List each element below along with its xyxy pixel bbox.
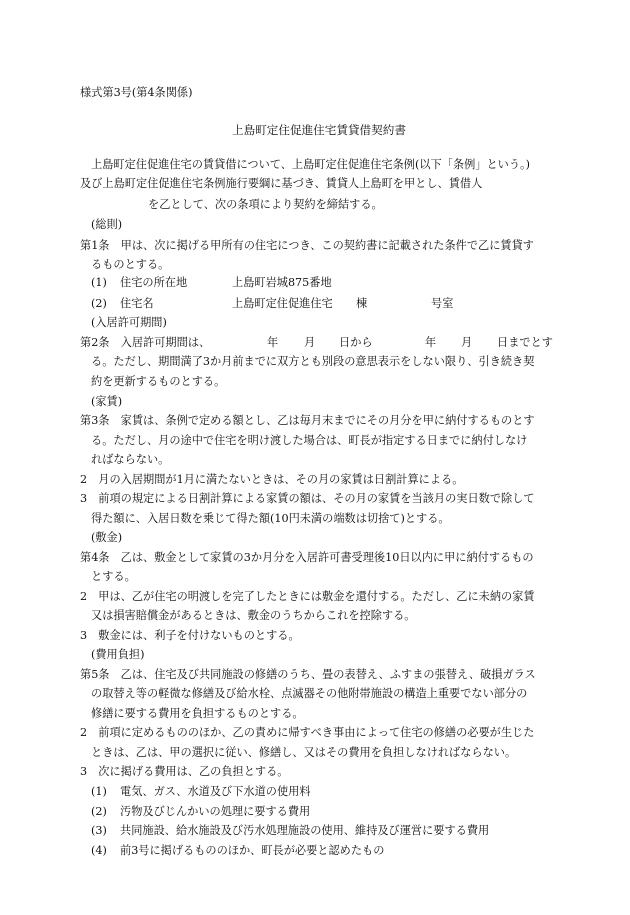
article-4-paragraph: 3 敷金には、利子を付けないものとする。 — [80, 629, 300, 642]
article-1-line: るものとする。 — [91, 258, 170, 271]
article-5-paragraph: 2 前項に定めるもののほか、乙の責めに帰すべき事由によって住宅の修繕の必要が生じた — [80, 726, 535, 739]
list-item: 前3号に掲げるもののほか、町長が必要と認めたもの — [120, 844, 385, 857]
item-number: (2) — [91, 805, 107, 818]
section-heading: (総則) — [91, 218, 123, 231]
section-heading: (入居許可期間) — [91, 316, 167, 329]
preamble-line: 及び上島町定住促進住宅条例施行要綱に基づき、賃貸人上島町を甲とし、賃借人 — [80, 177, 483, 190]
item-number: (2) — [91, 297, 107, 310]
article-5-line: 第5条 乙は、住宅及び共同施設の修繕のうち、畳の表替え、ふすまの張替え、破損ガラス — [80, 668, 536, 681]
article-2-line: 第2条 入居許可期間は、 — [80, 336, 211, 349]
article-3-paragraph: 3 前項の規定による日割計算による家賃の額は、その月の家賃を当該月の実日数で除して — [80, 492, 535, 505]
article-4-line: とする。 — [91, 570, 136, 583]
item-number: (1) — [91, 276, 107, 289]
article-2-line: 約を更新するものとする。 — [91, 375, 226, 388]
item-value: 上島町定住促進住宅 — [232, 297, 333, 310]
list-item: 汚物及びじんかいの処理に要する費用 — [120, 805, 311, 818]
article-5-line: の取替え等の軽微な修繕及び給水栓、点滅器その他附帯施設の構造上重要でない部分の — [91, 687, 528, 700]
article-1-line: 第1条 甲は、次に掲げる甲所有の住宅につき、この契約書に記載された条件で乙に賃貸す — [80, 239, 534, 252]
date-year: 年 — [425, 336, 437, 349]
item-value: 上島町岩城875番地 — [232, 276, 332, 289]
date-month: 月 — [461, 336, 473, 349]
date-month: 月 — [304, 336, 316, 349]
item-room: 号室 — [431, 297, 454, 310]
article-3-line: ればならない。 — [91, 453, 170, 466]
list-item: 共同施設、給水施設及び汚水処理施設の使用、維持及び運営に要する費用 — [120, 824, 490, 837]
item-number: (1) — [91, 785, 107, 798]
form-label: 様式第3号(第4条関係) — [80, 86, 193, 99]
preamble-line: を乙として、次の条項により契約を締結する。 — [148, 198, 383, 211]
date-day: 日までとす — [497, 336, 553, 349]
article-3-paragraph: 2 月の入居期間が1月に満たないときは、その月の家賃は日割計算による。 — [80, 473, 464, 486]
article-3-line: る。ただし、月の途中で住宅を明け渡した場合は、町長が指定する日までに納付しなけ — [91, 434, 528, 447]
preamble-line: 上島町定住促進住宅の賃貸借について、上島町定住促進住宅条例(以下「条例」という。) — [91, 158, 530, 171]
article-5-paragraph: 3 次に掲げる費用は、乙の負担とする。 — [80, 765, 289, 778]
article-2-line: る。ただし、期間満了3か月前までに双方とも別段の意思表示をしない限り、引き続き契 — [91, 355, 535, 368]
date-day: 日から — [339, 336, 373, 349]
item-number: (4) — [91, 844, 107, 857]
item-label: 住宅名 — [120, 297, 154, 310]
section-heading: (敷金) — [91, 531, 123, 544]
section-heading: (家賃) — [91, 395, 123, 408]
item-number: (3) — [91, 824, 107, 837]
list-item: 電気、ガス、水道及び下水道の使用料 — [120, 785, 311, 798]
date-year: 年 — [267, 336, 279, 349]
section-heading: (費用負担) — [91, 648, 145, 661]
article-4-paragraph: 2 甲は、乙が住宅の明渡しを完了したときには敷金を還付する。ただし、乙に未納の家賃 — [80, 590, 535, 603]
article-3-paragraph: 得た額に、入居日数を乗じて得た額(10円未満の端数は切捨て)とする。 — [91, 512, 450, 525]
document-title: 上島町定住促進住宅賃貸借契約書 — [232, 123, 406, 137]
article-5-line: 修繕に要する費用を負担するものとする。 — [91, 707, 304, 720]
article-4-line: 第4条 乙は、敷金として家賃の3か月分を入居許可書受理後10日以内に甲に納付するもの — [80, 551, 534, 564]
article-5-paragraph: ときは、乙は、甲の選択に従い、修繕し、又はその費用を負担しなければならない。 — [91, 746, 517, 759]
article-4-paragraph: 又は損害賠償金があるときは、敷金のうちからこれを控除する。 — [91, 609, 416, 622]
article-3-line: 第3条 家賃は、条例で定める額とし、乙は毎月末までにその月分を甲に納付するものとす — [80, 414, 535, 427]
item-label: 住宅の所在地 — [120, 276, 188, 289]
item-ward: 棟 — [356, 297, 368, 310]
